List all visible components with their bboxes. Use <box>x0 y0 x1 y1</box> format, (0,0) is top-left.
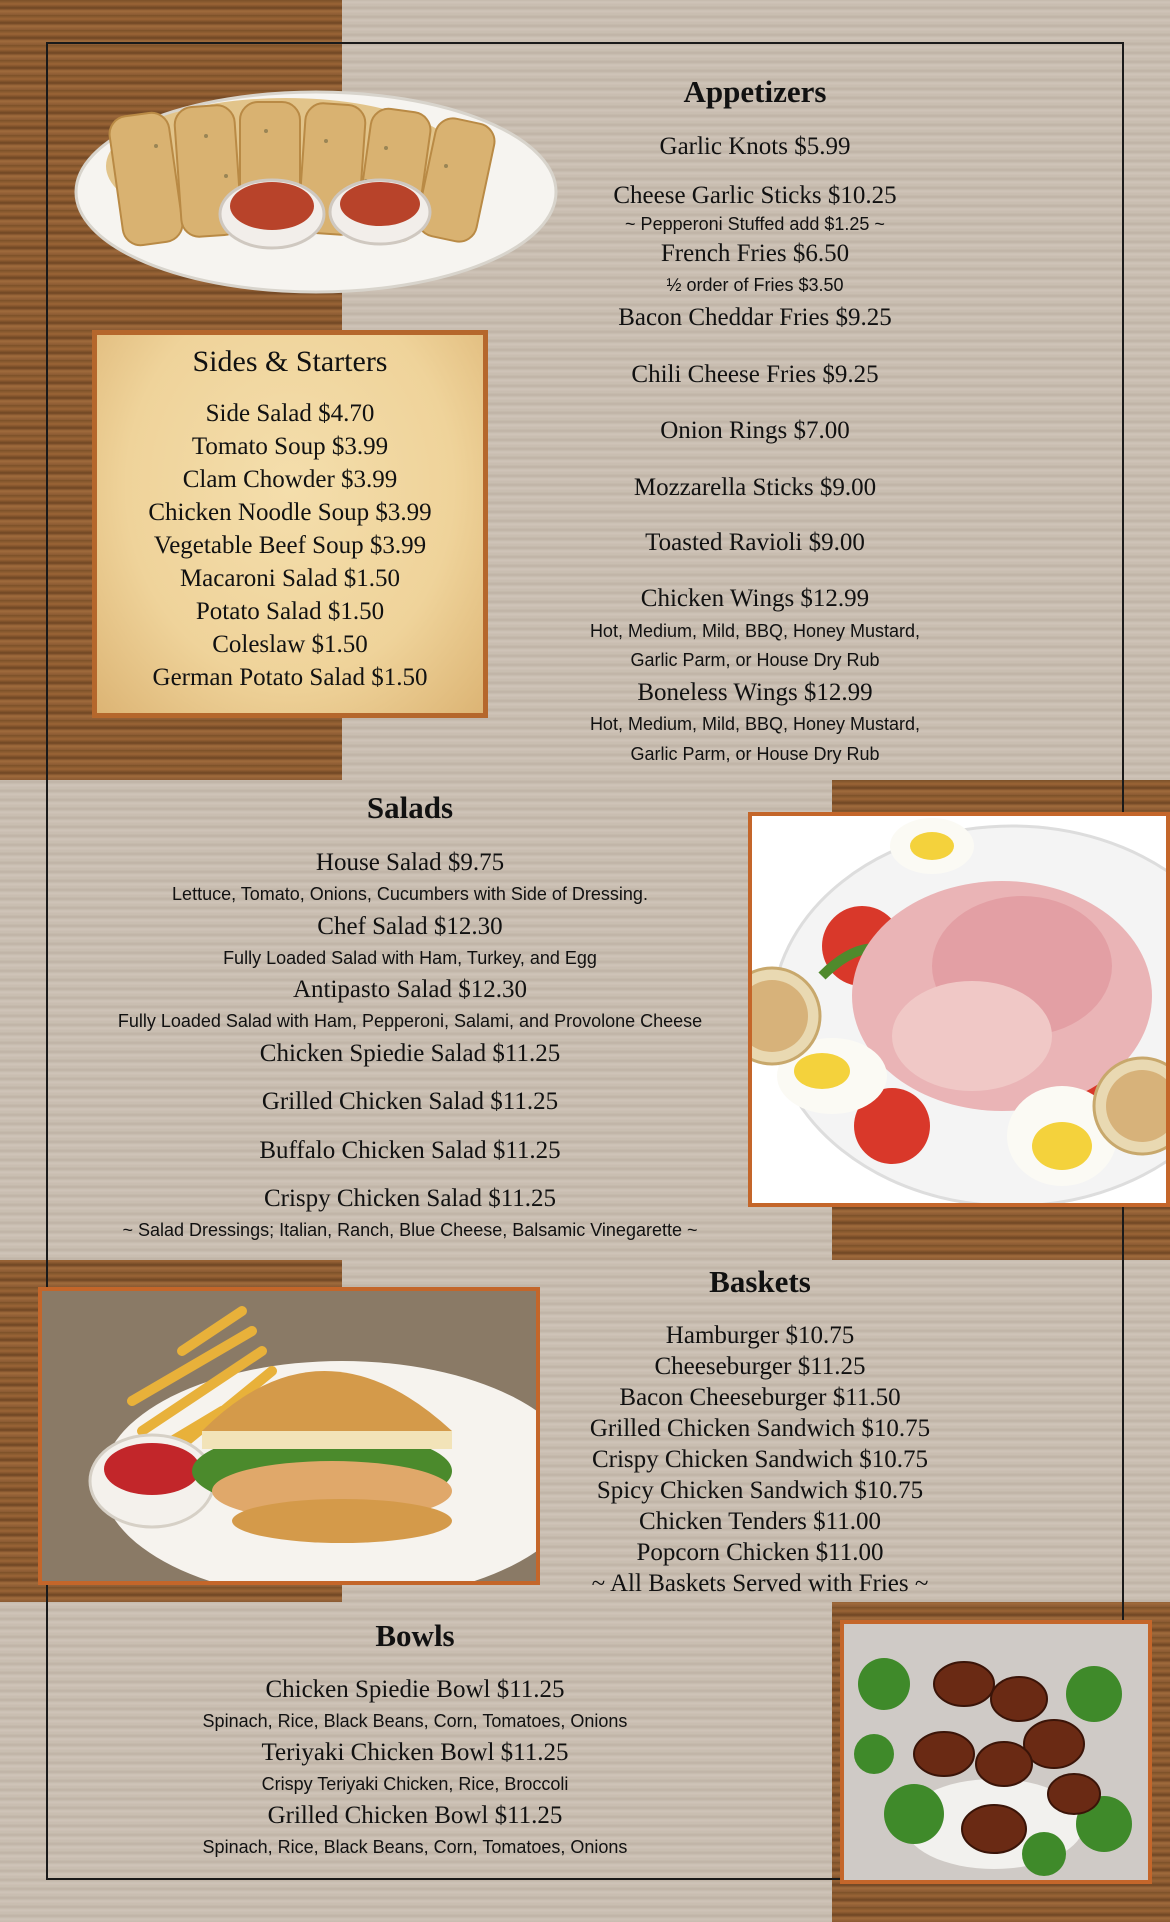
menu-item: Side Salad $4.70 <box>205 400 375 427</box>
menu-item: Bacon Cheddar Fries $9.25 <box>618 304 892 331</box>
menu-item: Clam Chowder $3.99 <box>182 466 398 493</box>
menu-note: Spinach, Rice, Black Beans, Corn, Tomatoes, Onions <box>202 1711 628 1731</box>
menu-note: Lettuce, Tomato, Onions, Cucumbers with Side of Dressing. <box>172 884 648 904</box>
menu-note: Garlic Parm, or House Dry Rub <box>630 744 880 764</box>
menu-item: Bacon Cheeseburger $11.50 <box>619 1384 901 1411</box>
menu-note: ½ order of Fries $3.50 <box>666 275 844 295</box>
menu-item: Tomato Soup $3.99 <box>191 433 389 460</box>
bowls-heading: Bowls <box>375 1618 455 1653</box>
menu-item: French Fries $6.50 <box>660 240 850 267</box>
menu-item: House Salad $9.75 <box>315 849 505 876</box>
menu-item: Chicken Tenders $11.00 <box>639 1508 881 1535</box>
menu-item: Cheese Garlic Sticks $10.25 <box>613 182 897 209</box>
menu-item: Spicy Chicken Sandwich $10.75 <box>596 1477 924 1504</box>
menu-note: Crispy Teriyaki Chicken, Rice, Broccoli <box>261 1774 569 1794</box>
menu-item: Vegetable Beef Soup $3.99 <box>153 532 427 559</box>
menu-item: Chili Cheese Fries $9.25 <box>631 361 879 388</box>
menu-item: Antipasto Salad $12.30 <box>292 976 527 1003</box>
burger-basket-photo <box>38 1287 540 1585</box>
menu-item: Teriyaki Chicken Bowl $11.25 <box>261 1739 569 1766</box>
menu-note: ~ Pepperoni Stuffed add $1.25 ~ <box>625 214 885 234</box>
menu-item: Potato Salad $1.50 <box>195 598 385 625</box>
appetizers-heading: Appetizers <box>683 74 827 109</box>
menu-item: Crispy Chicken Sandwich $10.75 <box>591 1446 929 1473</box>
menu-item: Cheeseburger $11.25 <box>654 1353 866 1380</box>
menu-note: Garlic Parm, or House Dry Rub <box>630 650 880 670</box>
salads-heading: Salads <box>366 790 454 825</box>
baskets-list <box>540 1320 980 1599</box>
menu-item: Popcorn Chicken $11.00 <box>636 1539 884 1566</box>
menu-note: ~ Salad Dressings; Italian, Ranch, Blue Cheese, Balsamic Vinegarette ~ <box>122 1220 698 1240</box>
menu-item: Buffalo Chicken Salad $11.25 <box>259 1137 561 1164</box>
menu-item: Grilled Chicken Bowl $11.25 <box>267 1802 563 1829</box>
sides-heading: Sides & Starters <box>192 345 388 378</box>
menu-item: Grilled Chicken Sandwich $10.75 <box>589 1415 931 1442</box>
menu-item: ~ All Baskets Served with Fries ~ <box>591 1570 929 1597</box>
menu-note: Hot, Medium, Mild, BBQ, Honey Mustard, <box>589 621 921 641</box>
menu-note: Fully Loaded Salad with Ham, Pepperoni, Salami, and Provolone Cheese <box>117 1011 703 1031</box>
menu-item: German Potato Salad $1.50 <box>152 664 428 691</box>
garlic-sticks-photo <box>66 56 566 301</box>
chef-salad-photo <box>748 812 1170 1207</box>
menu-item: Toasted Ravioli $9.00 <box>645 529 865 556</box>
teriyaki-bowl-photo <box>840 1620 1152 1884</box>
menu-item: Crispy Chicken Salad $11.25 <box>263 1185 557 1212</box>
menu-item: Chicken Wings $12.99 <box>640 585 870 612</box>
menu-item: Mozzarella Sticks $9.00 <box>633 474 877 501</box>
menu-item: Boneless Wings $12.99 <box>637 679 873 706</box>
menu-item: Chicken Spiedie Salad $11.25 <box>259 1040 561 1067</box>
sides-list <box>97 397 483 694</box>
menu-item: Garlic Knots $5.99 <box>659 133 851 160</box>
sides-panel <box>92 330 488 718</box>
menu-note: Hot, Medium, Mild, BBQ, Honey Mustard, <box>589 714 921 734</box>
menu-item: Onion Rings $7.00 <box>660 417 850 444</box>
menu-item: Coleslaw $1.50 <box>212 631 368 658</box>
menu-note: Fully Loaded Salad with Ham, Turkey, and Egg <box>223 948 597 968</box>
menu-item: Chef Salad $12.30 <box>317 913 503 940</box>
menu-item: Hamburger $10.75 <box>665 1322 855 1349</box>
menu-item: Chicken Noodle Soup $3.99 <box>148 499 432 526</box>
baskets-heading: Baskets <box>709 1264 811 1299</box>
menu-item: Macaroni Salad $1.50 <box>179 565 401 592</box>
menu-item: Grilled Chicken Salad $11.25 <box>261 1088 559 1115</box>
menu-note: Spinach, Rice, Black Beans, Corn, Tomatoes, Onions <box>202 1837 628 1857</box>
menu-item: Chicken Spiedie Bowl $11.25 <box>265 1676 565 1703</box>
